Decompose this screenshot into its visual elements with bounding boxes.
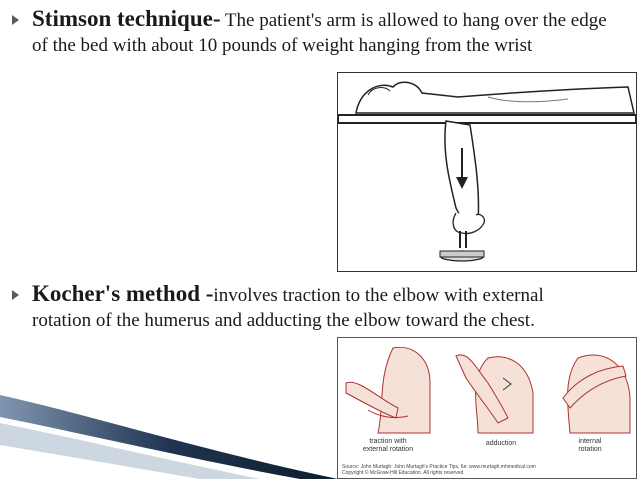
kocher-illustration	[337, 337, 637, 479]
bullet-arrow-icon	[10, 289, 22, 301]
stimson-illustration	[337, 72, 637, 272]
stimson-text: The patient's arm is allowed to hang over the edge of the bed with about 10 pounds of weight hanging from the wrist	[32, 10, 607, 56]
kocher-paragraph	[32, 281, 592, 333]
decorative-swoosh	[0, 395, 340, 479]
caption-internal-rotation: internal rotation	[578, 438, 602, 453]
stimson-term: Stimson technique-	[32, 6, 221, 31]
source-line-1: Source: John Murtagh: John Murtagh's Practice Tips, 6e: www.murtagh.mhmedical.com	[342, 464, 536, 470]
source-line-2: Copyright © McGraw-Hill Education. All rights reserved.	[342, 470, 465, 476]
caption-adduction: adduction	[485, 440, 517, 447]
stimson-paragraph	[32, 6, 612, 58]
kocher-term: Kocher's method -	[32, 281, 214, 306]
kocher-text: involves traction to the elbow with external rotation of the humerus and adducting the elbow toward the chest.	[32, 285, 544, 331]
figure-source	[342, 464, 536, 476]
caption-traction: traction with external rotation	[362, 438, 414, 453]
bullet-arrow-icon	[10, 14, 22, 26]
